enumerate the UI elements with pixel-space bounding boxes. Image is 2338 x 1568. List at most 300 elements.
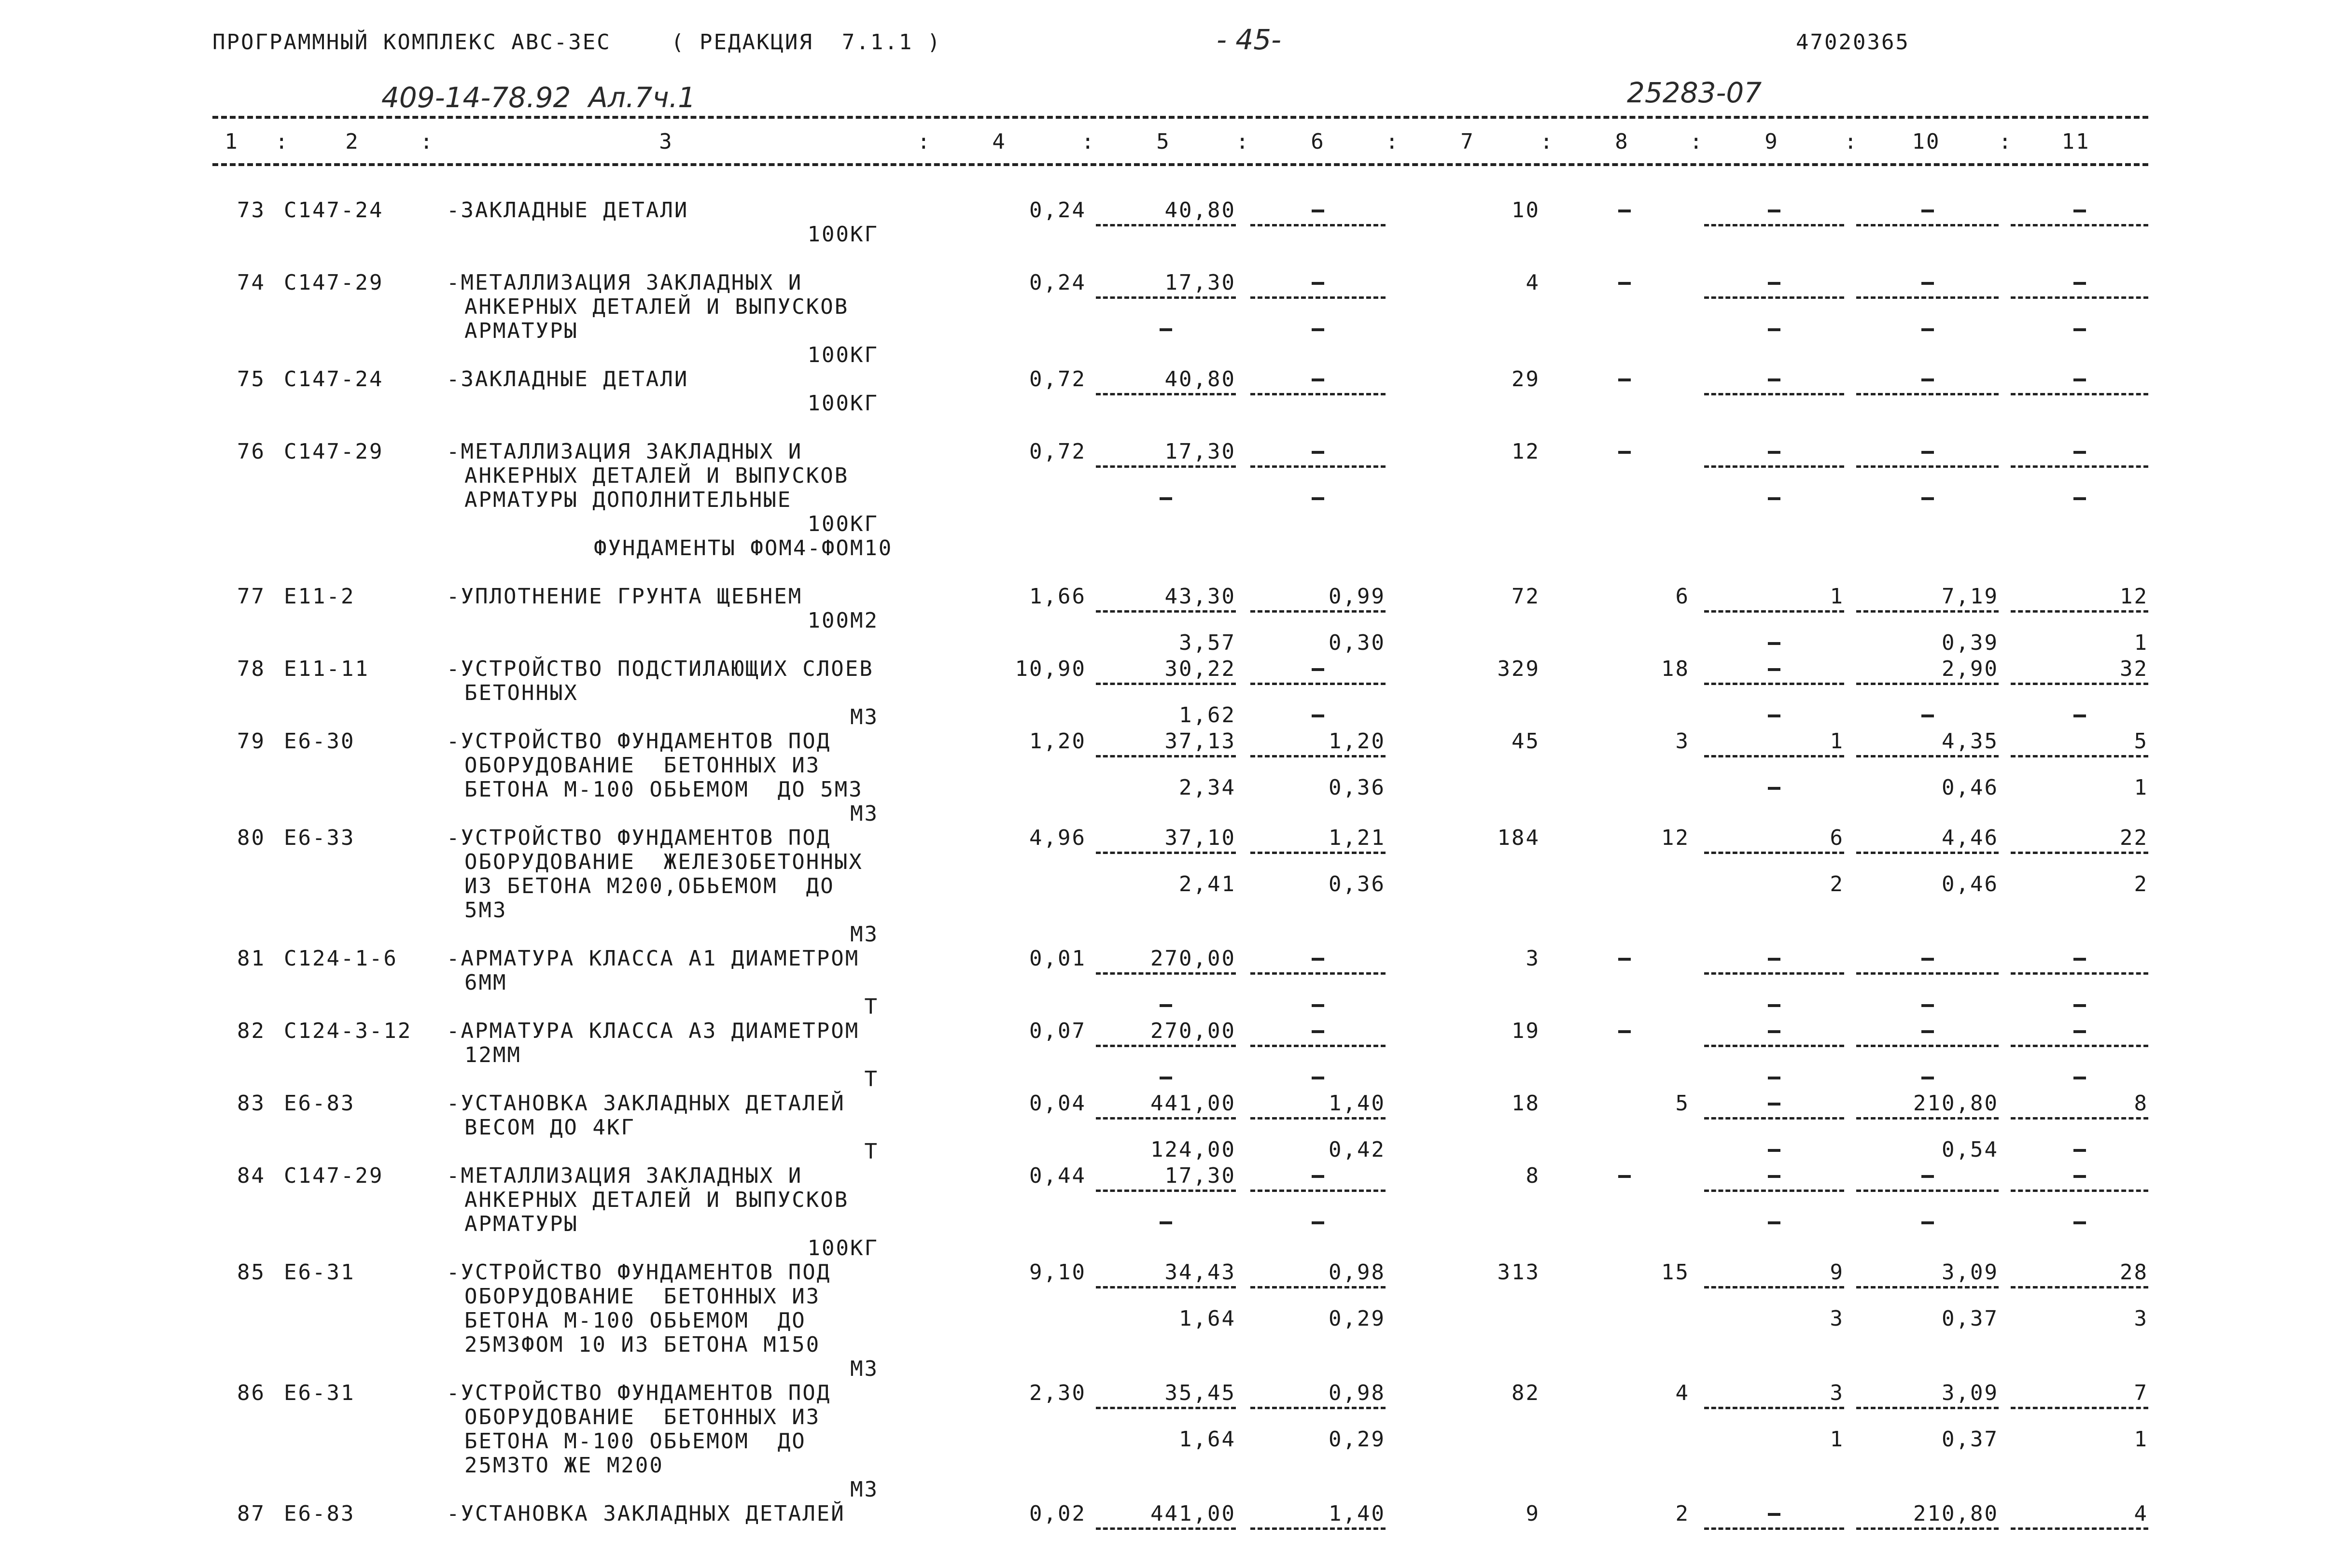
norm-code: Е6-31	[284, 1381, 355, 1405]
cell-c10: 4,46	[1942, 826, 1999, 850]
fraction-line	[1704, 683, 1844, 685]
empty-value-dash	[1312, 1004, 1324, 1007]
cell-c11: 28	[2120, 1260, 2148, 1285]
measure-unit: Т	[864, 1067, 879, 1092]
work-description: -УСТРОЙСТВО ФУНДАМЕНТОВ ПОД	[447, 1381, 831, 1405]
work-description: ОБОРУДОВАНИЕ БЕТОННЫХ ИЗ	[464, 1405, 821, 1429]
cell-qty: 0,44	[1029, 1163, 1086, 1188]
fraction-line	[1704, 224, 1844, 226]
cell-c11: 8	[2134, 1091, 2148, 1116]
norm-code: С147-29	[284, 1163, 384, 1188]
fraction-line	[1704, 1117, 1844, 1120]
empty-value-dash	[1312, 1077, 1324, 1079]
fraction-line	[1096, 755, 1236, 757]
cell-c10: 2,90	[1942, 657, 1999, 681]
cell-c5: 17,30	[1164, 1163, 1236, 1188]
empty-value-dash	[1160, 1221, 1172, 1224]
work-description: -УСТАНОВКА ЗАКЛАДНЫХ ДЕТАЛЕЙ	[447, 1501, 845, 1526]
column-header-11: 11	[2061, 129, 2090, 154]
fraction-line	[1096, 1286, 1236, 1288]
fraction-line	[1250, 296, 1386, 299]
norm-code: С147-24	[284, 198, 384, 223]
empty-value-dash	[1160, 497, 1172, 500]
empty-value-dash	[1768, 1513, 1780, 1516]
fraction-line	[2011, 852, 2148, 854]
row-number: 77	[237, 584, 266, 609]
work-description: 25М3ТО ЖЕ М200	[464, 1453, 664, 1478]
cell-c6: 0,99	[1329, 584, 1386, 609]
work-description: ОБОРУДОВАНИЕ ЖЕЛЕЗОБЕТОННЫХ	[464, 850, 863, 874]
empty-value-dash	[1921, 451, 1934, 454]
fraction-line	[1856, 972, 1999, 975]
cell-c5: 30,22	[1164, 657, 1236, 681]
cell-qty: 0,01	[1029, 946, 1086, 971]
page-number: - 45-	[1217, 23, 1282, 56]
column-header-4: 4	[992, 129, 1007, 154]
cell-c5b: 1,64	[1179, 1306, 1236, 1331]
row-number: 81	[237, 946, 266, 971]
fraction-line	[1856, 683, 1999, 685]
empty-value-dash	[2073, 1077, 2086, 1079]
column-header-6: 6	[1311, 129, 1325, 154]
empty-value-dash	[2073, 1004, 2086, 1007]
cell-c7: 184	[1497, 826, 1540, 850]
work-description: 25М3ФОМ 10 ИЗ БЕТОНА М150	[464, 1332, 821, 1357]
work-description: -АРМАТУРА КЛАССА А1 ДИАМЕТРОМ	[447, 946, 860, 971]
column-header-7: 7	[1460, 129, 1475, 154]
norm-code: Е11-11	[284, 657, 369, 681]
document-number: 47020365	[1796, 30, 1910, 55]
work-description: АРМАТУРЫ	[464, 1212, 578, 1236]
cell-c5b: 2,41	[1179, 872, 1236, 896]
fraction-line	[1250, 1190, 1386, 1192]
cell-qty: 0,02	[1029, 1501, 1086, 1526]
column-header-1: 1	[224, 129, 239, 154]
fraction-line	[1096, 1045, 1236, 1047]
measure-unit: Т	[864, 994, 879, 1019]
empty-value-dash	[1312, 282, 1324, 285]
cell-c7: 18	[1512, 1091, 1540, 1116]
empty-value-dash	[1618, 958, 1631, 961]
work-description: АНКЕРНЫХ ДЕТАЛЕЙ И ВЫПУСКОВ	[464, 463, 849, 488]
empty-value-dash	[1312, 451, 1324, 454]
row-number: 74	[237, 270, 266, 295]
column-header-3: 3	[659, 129, 673, 154]
empty-value-dash	[2073, 282, 2086, 285]
empty-value-dash	[1312, 378, 1324, 381]
row-number: 82	[237, 1019, 266, 1043]
row-number: 79	[237, 729, 266, 754]
work-description: ОБОРУДОВАНИЕ БЕТОННЫХ ИЗ	[464, 753, 821, 778]
cell-c11: 12	[2120, 584, 2148, 609]
work-description: АРМАТУРЫ ДОПОЛНИТЕЛЬНЫЕ	[464, 488, 792, 512]
work-description: БЕТОННЫХ	[464, 681, 578, 705]
work-description: -АРМАТУРА КЛАССА А3 ДИАМЕТРОМ	[447, 1019, 860, 1043]
cell-c8: 6	[1675, 584, 1690, 609]
empty-value-dash	[2073, 1221, 2086, 1224]
cell-qty: 1,66	[1029, 584, 1086, 609]
header-rule-bottom	[212, 163, 2148, 166]
row-number: 85	[237, 1260, 266, 1285]
cell-c7: 3	[1526, 946, 1540, 971]
row-number: 75	[237, 367, 266, 392]
cell-c8: 15	[1661, 1260, 1690, 1285]
fraction-line	[2011, 683, 2148, 685]
cell-c10b: 0,46	[1942, 872, 1999, 896]
section-title: ФУНДАМЕНТЫ ФОМ4-ФОМ10	[594, 536, 893, 560]
fraction-line	[1096, 296, 1236, 299]
cell-c7: 8	[1526, 1163, 1540, 1188]
cell-c9: 1	[1830, 584, 1844, 609]
work-description: 12ММ	[464, 1043, 521, 1067]
empty-value-dash	[1618, 378, 1631, 381]
cell-c5: 37,10	[1164, 826, 1236, 850]
row-number: 87	[237, 1501, 266, 1526]
measure-unit: М3	[850, 1357, 879, 1381]
measure-unit: 100КГ	[807, 222, 879, 247]
empty-value-dash	[2073, 714, 2086, 717]
column-header-10: 10	[1912, 129, 1941, 154]
cell-c7: 45	[1512, 729, 1540, 754]
cell-c11b: 1	[2134, 775, 2148, 800]
fraction-line	[1856, 465, 1999, 468]
fraction-line	[1096, 1117, 1236, 1120]
cell-qty: 0,72	[1029, 439, 1086, 464]
empty-value-dash	[1768, 958, 1780, 961]
work-description: БЕТОНА М-100 ОБЬЕМОМ ДО 5М3	[464, 777, 863, 802]
row-number: 76	[237, 439, 266, 464]
cell-c7: 82	[1512, 1381, 1540, 1405]
cell-c6b: 0,30	[1329, 630, 1386, 655]
cell-c5: 43,30	[1164, 584, 1236, 609]
cell-c11: 7	[2134, 1381, 2148, 1405]
work-description: АРМАТУРЫ	[464, 319, 578, 343]
work-description: АНКЕРНЫХ ДЕТАЛЕЙ И ВЫПУСКОВ	[464, 1188, 849, 1212]
empty-value-dash	[1921, 282, 1934, 285]
cell-c6: 1,21	[1329, 826, 1386, 850]
cell-c7: 12	[1512, 439, 1540, 464]
cell-c7: 19	[1512, 1019, 1540, 1043]
measure-unit: 100КГ	[807, 1236, 879, 1260]
header-rule-top	[212, 116, 2148, 119]
work-description: БЕТОНА М-100 ОБЬЕМОМ ДО	[464, 1429, 806, 1454]
cell-c7: 10	[1512, 198, 1540, 223]
fraction-line	[2011, 1527, 2148, 1530]
cell-c5: 17,30	[1164, 270, 1236, 295]
work-description: -УСТРОЙСТВО ПОДСТИЛАЮЩИХ СЛОЕВ	[447, 657, 874, 681]
cell-c11b: 2	[2134, 872, 2148, 896]
cell-c10: 3,09	[1942, 1260, 1999, 1285]
empty-value-dash	[1921, 1221, 1934, 1224]
cell-c9b: 1	[1830, 1427, 1844, 1452]
row-number: 83	[237, 1091, 266, 1116]
empty-value-dash	[1768, 1149, 1780, 1152]
measure-unit: М3	[850, 705, 879, 729]
fraction-line	[1856, 1190, 1999, 1192]
cell-c6b: 0,29	[1329, 1306, 1386, 1331]
fraction-line	[1856, 296, 1999, 299]
fraction-line	[2011, 972, 2148, 975]
row-number: 86	[237, 1381, 266, 1405]
measure-unit: 100КГ	[807, 512, 879, 536]
cell-c7: 329	[1497, 657, 1540, 681]
cell-c10: 3,09	[1942, 1381, 1999, 1405]
fraction-line	[1250, 683, 1386, 685]
cell-c8: 18	[1661, 657, 1690, 681]
fraction-line	[1096, 610, 1236, 613]
work-description: 6ММ	[464, 970, 507, 995]
fraction-line	[1096, 972, 1236, 975]
cell-qty: 9,10	[1029, 1260, 1086, 1285]
work-description: -МЕТАЛЛИЗАЦИЯ ЗАКЛАДНЫХ И	[447, 439, 803, 464]
work-description: ОБОРУДОВАНИЕ БЕТОННЫХ ИЗ	[464, 1284, 821, 1309]
work-description: БЕТОНА М-100 ОБЬЕМОМ ДО	[464, 1308, 806, 1333]
fraction-line	[1096, 1190, 1236, 1192]
empty-value-dash	[1768, 378, 1780, 381]
work-description: 5М3	[464, 898, 507, 923]
column-separator: :	[420, 129, 434, 154]
empty-value-dash	[1312, 1030, 1324, 1033]
fraction-line	[1250, 1527, 1386, 1530]
cell-c9b: 3	[1830, 1306, 1844, 1331]
cell-qty: 0,24	[1029, 270, 1086, 295]
fraction-line	[2011, 755, 2148, 757]
work-description: -ЗАКЛАДНЫЕ ДЕТАЛИ	[447, 198, 689, 223]
fraction-line	[1096, 1527, 1236, 1530]
fraction-line	[1856, 224, 1999, 226]
measure-unit: М3	[850, 1477, 879, 1502]
empty-value-dash	[1618, 1175, 1631, 1178]
fraction-line	[1704, 1045, 1844, 1047]
cell-c5b: 2,34	[1179, 775, 1236, 800]
column-separator: :	[1236, 129, 1250, 154]
cell-c9: 6	[1830, 826, 1844, 850]
fraction-line	[1250, 1286, 1386, 1288]
fraction-line	[1856, 1527, 1999, 1530]
empty-value-dash	[1921, 1004, 1934, 1007]
empty-value-dash	[2073, 378, 2086, 381]
empty-value-dash	[1768, 1103, 1780, 1106]
empty-value-dash	[1921, 328, 1934, 331]
fraction-line	[1096, 852, 1236, 854]
cell-c5: 37,13	[1164, 729, 1236, 754]
empty-value-dash	[1768, 1004, 1780, 1007]
cell-c11: 5	[2134, 729, 2148, 754]
work-description: -ЗАКЛАДНЫЕ ДЕТАЛИ	[447, 367, 689, 392]
work-description: -МЕТАЛЛИЗАЦИЯ ЗАКЛАДНЫХ И	[447, 270, 803, 295]
empty-value-dash	[1768, 210, 1780, 212]
cell-c5: 270,00	[1150, 946, 1236, 971]
program-title: ПРОГРАММНЫЙ КОМПЛЕКС АВС-ЗЕС	[212, 30, 611, 55]
fraction-line	[2011, 610, 2148, 613]
empty-value-dash	[2073, 210, 2086, 212]
cell-c6b: 0,29	[1329, 1427, 1386, 1452]
cell-c9: 3	[1830, 1381, 1844, 1405]
cell-c10: 210,80	[1913, 1091, 1999, 1116]
fraction-line	[2011, 393, 2148, 395]
cell-c11b: 1	[2134, 630, 2148, 655]
work-description: -МЕТАЛЛИЗАЦИЯ ЗАКЛАДНЫХ И	[447, 1163, 803, 1188]
empty-value-dash	[1768, 642, 1780, 645]
empty-value-dash	[1768, 1221, 1780, 1224]
cell-c6: 1,40	[1329, 1091, 1386, 1116]
cell-c8: 2	[1675, 1501, 1690, 1526]
empty-value-dash	[1768, 1030, 1780, 1033]
empty-value-dash	[2073, 328, 2086, 331]
empty-value-dash	[1618, 451, 1631, 454]
row-number: 84	[237, 1163, 266, 1188]
cell-c11: 4	[2134, 1501, 2148, 1526]
row-number: 73	[237, 198, 266, 223]
empty-value-dash	[1921, 958, 1934, 961]
project-code: 409-14-78.92 Ал.7ч.1	[381, 81, 696, 114]
fraction-line	[2011, 1045, 2148, 1047]
measure-unit: 100КГ	[807, 343, 879, 367]
column-separator: :	[917, 129, 932, 154]
norm-code: Е6-30	[284, 729, 355, 754]
norm-code: С147-29	[284, 439, 384, 464]
norm-code: С124-1-6	[284, 946, 398, 971]
fraction-line	[1250, 1407, 1386, 1409]
edition-label: ( РЕДАКЦИЯ 7.1.1 )	[671, 30, 942, 55]
empty-value-dash	[2073, 1175, 2086, 1178]
fraction-line	[1250, 465, 1386, 468]
fraction-line	[1250, 1117, 1386, 1120]
fraction-line	[1096, 1407, 1236, 1409]
norm-code: С124-3-12	[284, 1019, 412, 1043]
empty-value-dash	[1768, 1175, 1780, 1178]
cell-qty: 2,30	[1029, 1381, 1086, 1405]
empty-value-dash	[1312, 210, 1324, 212]
fraction-line	[1704, 393, 1844, 395]
fraction-line	[2011, 296, 2148, 299]
empty-value-dash	[1618, 282, 1631, 285]
empty-value-dash	[2073, 1030, 2086, 1033]
work-description: -УСТРОЙСТВО ФУНДАМЕНТОВ ПОД	[447, 1260, 831, 1285]
cell-qty: 4,96	[1029, 826, 1086, 850]
cell-c11b: 1	[2134, 1427, 2148, 1452]
cell-c5: 40,80	[1164, 198, 1236, 223]
column-header-8: 8	[1615, 129, 1629, 154]
cell-c10b: 0,54	[1942, 1137, 1999, 1162]
cell-c7: 9	[1526, 1501, 1540, 1526]
empty-value-dash	[1312, 714, 1324, 717]
cell-c7: 4	[1526, 270, 1540, 295]
cell-c5: 441,00	[1150, 1501, 1236, 1526]
empty-value-dash	[1768, 451, 1780, 454]
fraction-line	[1704, 852, 1844, 854]
cell-c10b: 0,37	[1942, 1306, 1999, 1331]
cell-c5: 270,00	[1150, 1019, 1236, 1043]
cell-qty: 1,20	[1029, 729, 1086, 754]
column-separator: :	[275, 129, 290, 154]
empty-value-dash	[1921, 1077, 1934, 1079]
cell-c10: 7,19	[1942, 584, 1999, 609]
cell-c6: 1,40	[1329, 1501, 1386, 1526]
cell-c11b: 3	[2134, 1306, 2148, 1331]
cell-c5: 441,00	[1150, 1091, 1236, 1116]
sheet-code: 25283-07	[1627, 76, 1762, 109]
empty-value-dash	[1312, 497, 1324, 500]
fraction-line	[1704, 1407, 1844, 1409]
fraction-line	[1096, 465, 1236, 468]
fraction-line	[1250, 224, 1386, 226]
fraction-line	[1856, 1407, 1999, 1409]
empty-value-dash	[1921, 1030, 1934, 1033]
empty-value-dash	[2073, 497, 2086, 500]
empty-value-dash	[2073, 451, 2086, 454]
measure-unit: 100М2	[807, 608, 879, 633]
empty-value-dash	[1768, 497, 1780, 500]
cell-c10b: 0,39	[1942, 630, 1999, 655]
column-separator: :	[1081, 129, 1096, 154]
column-separator: :	[1540, 129, 1554, 154]
cell-c7: 72	[1512, 584, 1540, 609]
cell-qty: 0,72	[1029, 367, 1086, 392]
measure-unit: М3	[850, 922, 879, 947]
cell-c9: 1	[1830, 729, 1844, 754]
cell-c11: 22	[2120, 826, 2148, 850]
fraction-line	[2011, 1286, 2148, 1288]
cell-c7: 29	[1512, 367, 1540, 392]
column-header-5: 5	[1156, 129, 1171, 154]
cell-c7: 313	[1497, 1260, 1540, 1285]
empty-value-dash	[1618, 210, 1631, 212]
norm-code: Е6-31	[284, 1260, 355, 1285]
fraction-line	[1250, 610, 1386, 613]
work-description: ИЗ БЕТОНА М200,ОБЬЕМОМ ДО	[464, 874, 835, 898]
work-description: -УСТРОЙСТВО ФУНДАМЕНТОВ ПОД	[447, 729, 831, 754]
norm-code: С147-24	[284, 367, 384, 392]
fraction-line	[1250, 972, 1386, 975]
cell-c5: 35,45	[1164, 1381, 1236, 1405]
cell-c10: 4,35	[1942, 729, 1999, 754]
column-separator: :	[1386, 129, 1400, 154]
empty-value-dash	[1921, 714, 1934, 717]
cell-qty: 0,04	[1029, 1091, 1086, 1116]
fraction-line	[1856, 1045, 1999, 1047]
norm-code: Е11-2	[284, 584, 355, 609]
cell-c6b: 0,36	[1329, 872, 1386, 896]
empty-value-dash	[1768, 328, 1780, 331]
measure-unit: М3	[850, 801, 879, 826]
fraction-line	[1856, 1286, 1999, 1288]
row-number: 80	[237, 826, 266, 850]
empty-value-dash	[1768, 668, 1780, 671]
empty-value-dash	[1768, 787, 1780, 790]
fraction-line	[1250, 393, 1386, 395]
empty-value-dash	[1768, 714, 1780, 717]
empty-value-dash	[1160, 1077, 1172, 1079]
empty-value-dash	[1312, 668, 1324, 671]
work-description: -УПЛОТНЕНИЕ ГРУНТА ЩЕБНЕМ	[447, 584, 803, 609]
fraction-line	[1250, 755, 1386, 757]
cell-c9: 9	[1830, 1260, 1844, 1285]
empty-value-dash	[1618, 1030, 1631, 1033]
fraction-line	[1704, 1527, 1844, 1530]
fraction-line	[1096, 683, 1236, 685]
empty-value-dash	[1160, 328, 1172, 331]
cell-qty: 0,07	[1029, 1019, 1086, 1043]
empty-value-dash	[1312, 328, 1324, 331]
measure-unit: 100КГ	[807, 391, 879, 416]
cell-c8: 4	[1675, 1381, 1690, 1405]
fraction-line	[2011, 224, 2148, 226]
cell-c8: 3	[1675, 729, 1690, 754]
empty-value-dash	[2073, 1149, 2086, 1152]
cell-c10: 210,80	[1913, 1501, 1999, 1526]
fraction-line	[1856, 610, 1999, 613]
